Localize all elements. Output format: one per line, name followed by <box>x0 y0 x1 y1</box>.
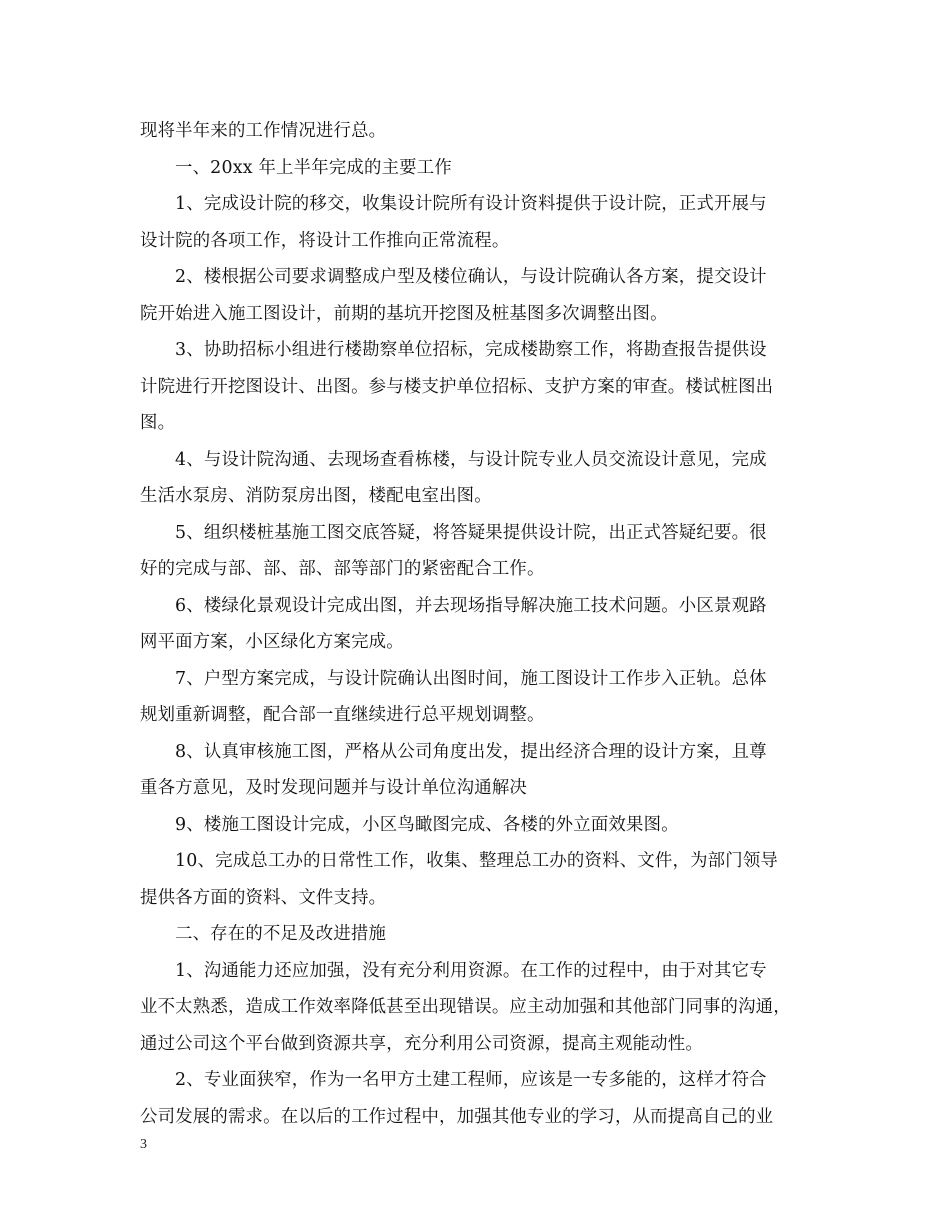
text-line: 好的完成与部、部、部、部等部门的紧密配合工作。 <box>140 559 545 579</box>
text-line: 院开始进入施工图设计，前期的基坑开挖图及桩基图多次调整出图。 <box>140 303 668 324</box>
page-number: 3 <box>140 1137 147 1152</box>
text-line: 网平面方案，小区绿化方案完成。 <box>140 632 404 652</box>
document-body <box>140 113 812 1135</box>
section-heading: 一、20xx 年上半年完成的主要工作 <box>175 157 452 178</box>
text-line: 公司发展的需求。在以后的工作过程中，加强其他专业的学习，从而提高自己的业 <box>140 1106 774 1127</box>
text-line: 3、协助招标小组进行楼勘察单位招标，完成楼勘察工作，将勘查报告提供设 <box>175 340 767 360</box>
text-line: 5、组织楼桩基施工图交底答疑，将答疑果提供设计院，出正式答疑纪要。很 <box>175 522 767 543</box>
text-line: 1、完成设计院的移交，收集设计院所有设计资料提供于设计院，正式开展与 <box>175 194 767 214</box>
text-line: 设计院的各项工作，将设计工作推向正常流程。 <box>140 230 510 251</box>
text-line: 8、认真审核施工图，严格从公司角度出发，提出经济合理的设计方案，且尊 <box>175 741 767 762</box>
text-line: 7、户型方案完成，与设计院确认出图时间，施工图设计工作步入正轨。总体 <box>175 668 767 689</box>
text-line: 2、楼根据公司要求调整成户型及楼位确认，与设计院确认各方案，提交设计 <box>175 267 767 287</box>
text-line: 2、专业面狭窄，作为一名甲方土建工程师，应该是一专多能的，这样才符合 <box>175 1070 767 1090</box>
text-line: 1、沟通能力还应加强，没有充分利用资源。在工作的过程中，由于对其它专 <box>175 960 767 981</box>
text-line: 规划重新调整，配合部一直继续进行总平规划调整。 <box>140 705 545 725</box>
section-heading: 二、存在的不足及改进措施 <box>175 924 387 944</box>
text-line: 10、完成总工办的日常性工作，收集、整理总工办的资料、文件，为部门领导 <box>175 851 779 871</box>
text-line: 6、楼绿化景观设计完成出图，并去现场指导解决施工技术问题。小区景观路 <box>175 595 767 616</box>
text-line: 重各方意见，及时发现问题并与设计单位沟通解决 <box>140 778 527 798</box>
text-line: 4、与设计院沟通、去现场查看栋楼，与设计院专业人员交流设计意见，完成 <box>175 449 767 470</box>
text-line: 提供各方面的资料、文件支持。 <box>140 887 387 908</box>
text-line: 计院进行开挖图设计、出图。参与楼支护单位招标、支护方案的审查。楼试桩图出 <box>140 376 774 397</box>
text-line: 图。 <box>140 413 176 433</box>
text-line: 现将半年来的工作情况进行总。 <box>140 121 387 141</box>
text-line: 通过公司这个平台做到资源共享，充分利用公司资源，提高主观能动性。 <box>140 1033 703 1054</box>
text-line: 生活水泵房、消防泵房出图，楼配电室出图。 <box>140 486 492 506</box>
text-line: 业不太熟悉，造成工作效率降低甚至出现错误。应主动加强和其他部门同事的沟通， <box>140 997 791 1017</box>
text-line: 9、楼施工图设计完成，小区鸟瞰图完成、各楼的外立面效果图。 <box>175 814 679 835</box>
